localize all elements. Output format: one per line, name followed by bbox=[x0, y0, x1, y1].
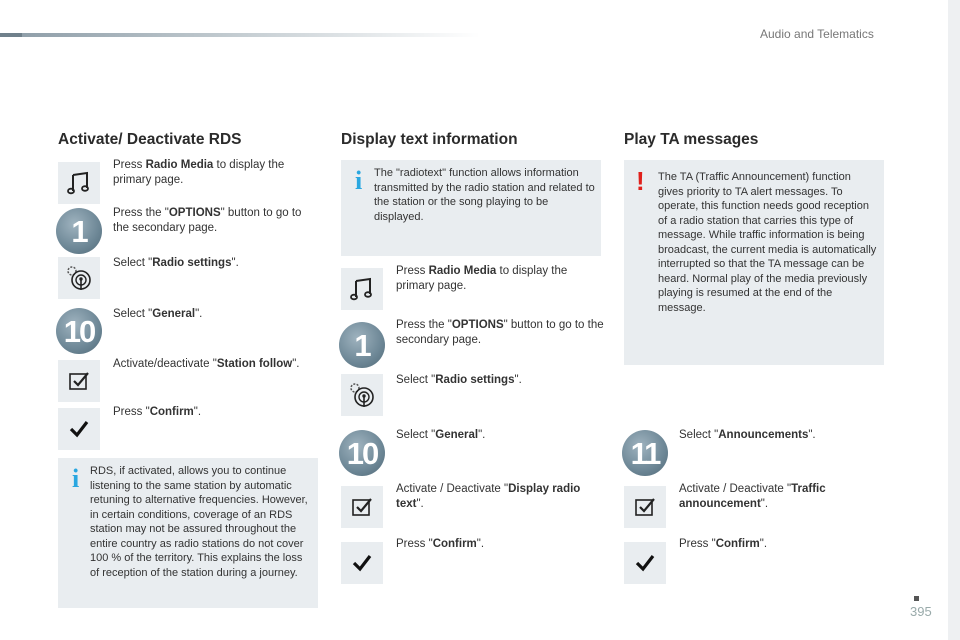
confirm-check-icon bbox=[624, 542, 666, 584]
info-text: RDS, if activated, allows you to continue listening to the same station by automatic retuning to alternative frequencies. However, in certain conditions, coverage of an RDS station may not be assured throughout the entire country as radio stations do not cover 100 % of the territory. This explains the loss of reception of the station during a journey. bbox=[90, 465, 308, 579]
step-text: Activate / Deactivate "Display radio text". bbox=[396, 483, 581, 510]
section-title: Audio and Telematics bbox=[760, 27, 874, 41]
warning-icon: ! bbox=[636, 166, 645, 196]
rds-info-note bbox=[58, 458, 318, 608]
step-number-badge: 10 bbox=[56, 308, 102, 354]
warning-text: The TA (Traffic Announcement) function gives priority to TA alert messages. To operate, this function needs good reception of a radio station that carries this type of message. While traffic information is being broadcast, the current media is automatically interrupted so that the TA message can be heard. Normal play of the media previously playing is resumed at the end of the message. bbox=[658, 171, 877, 314]
checkbox-toggle-icon bbox=[624, 486, 666, 528]
radio-settings-icon bbox=[58, 257, 100, 299]
header-bar-accent bbox=[0, 33, 22, 37]
step-text: Press "Confirm". bbox=[396, 538, 485, 550]
step-text: Press Radio Media to display the primary page. bbox=[396, 265, 568, 292]
checkbox-toggle-icon bbox=[58, 360, 100, 402]
radiotext-info-note bbox=[341, 160, 601, 256]
step-number-badge: 1 bbox=[56, 208, 102, 254]
heading-activate-rds: Activate/ Deactivate RDS bbox=[58, 131, 242, 148]
header-bar bbox=[0, 33, 480, 37]
step-text: Press "Confirm". bbox=[113, 406, 202, 418]
step-text: Activate/deactivate "Station follow". bbox=[113, 358, 300, 370]
page-marker bbox=[914, 596, 919, 601]
step-text: Press Radio Media to display the primary page. bbox=[113, 159, 285, 186]
step-text: Select "General". bbox=[396, 429, 486, 441]
page-edge bbox=[948, 0, 960, 640]
step-text: Activate / Deactivate "Traffic announcement". bbox=[679, 483, 826, 510]
confirm-check-icon bbox=[58, 408, 100, 450]
checkbox-toggle-icon bbox=[341, 486, 383, 528]
step-number-badge: 10 bbox=[339, 430, 385, 476]
ta-warning-note bbox=[624, 160, 884, 365]
step-text: Press the "OPTIONS" button to go to the secondary page. bbox=[396, 319, 604, 346]
step-text: Press "Confirm". bbox=[679, 538, 768, 550]
step-text: Press the "OPTIONS" button to go to the secondary page. bbox=[113, 207, 302, 234]
heading-play-ta: Play TA messages bbox=[624, 131, 759, 148]
step-number-badge: 1 bbox=[339, 322, 385, 368]
step-text: Select "General". bbox=[113, 308, 203, 320]
music-note-icon bbox=[341, 268, 383, 310]
info-icon: i bbox=[355, 166, 363, 195]
info-text: The "radiotext" function allows information transmitted by the radio station and related to the station or the song playing to be displayed. bbox=[374, 167, 595, 223]
music-note-icon bbox=[58, 162, 100, 204]
radio-settings-icon bbox=[341, 374, 383, 416]
step-text: Select "Radio settings". bbox=[396, 374, 522, 386]
step-text: Select "Announcements". bbox=[679, 429, 816, 441]
info-icon: i bbox=[72, 464, 80, 493]
step-number-badge: 11 bbox=[622, 430, 668, 476]
step-text: Select "Radio settings". bbox=[113, 257, 239, 269]
confirm-check-icon bbox=[341, 542, 383, 584]
page-number: 395 bbox=[910, 604, 932, 619]
heading-display-text: Display text information bbox=[341, 131, 518, 148]
